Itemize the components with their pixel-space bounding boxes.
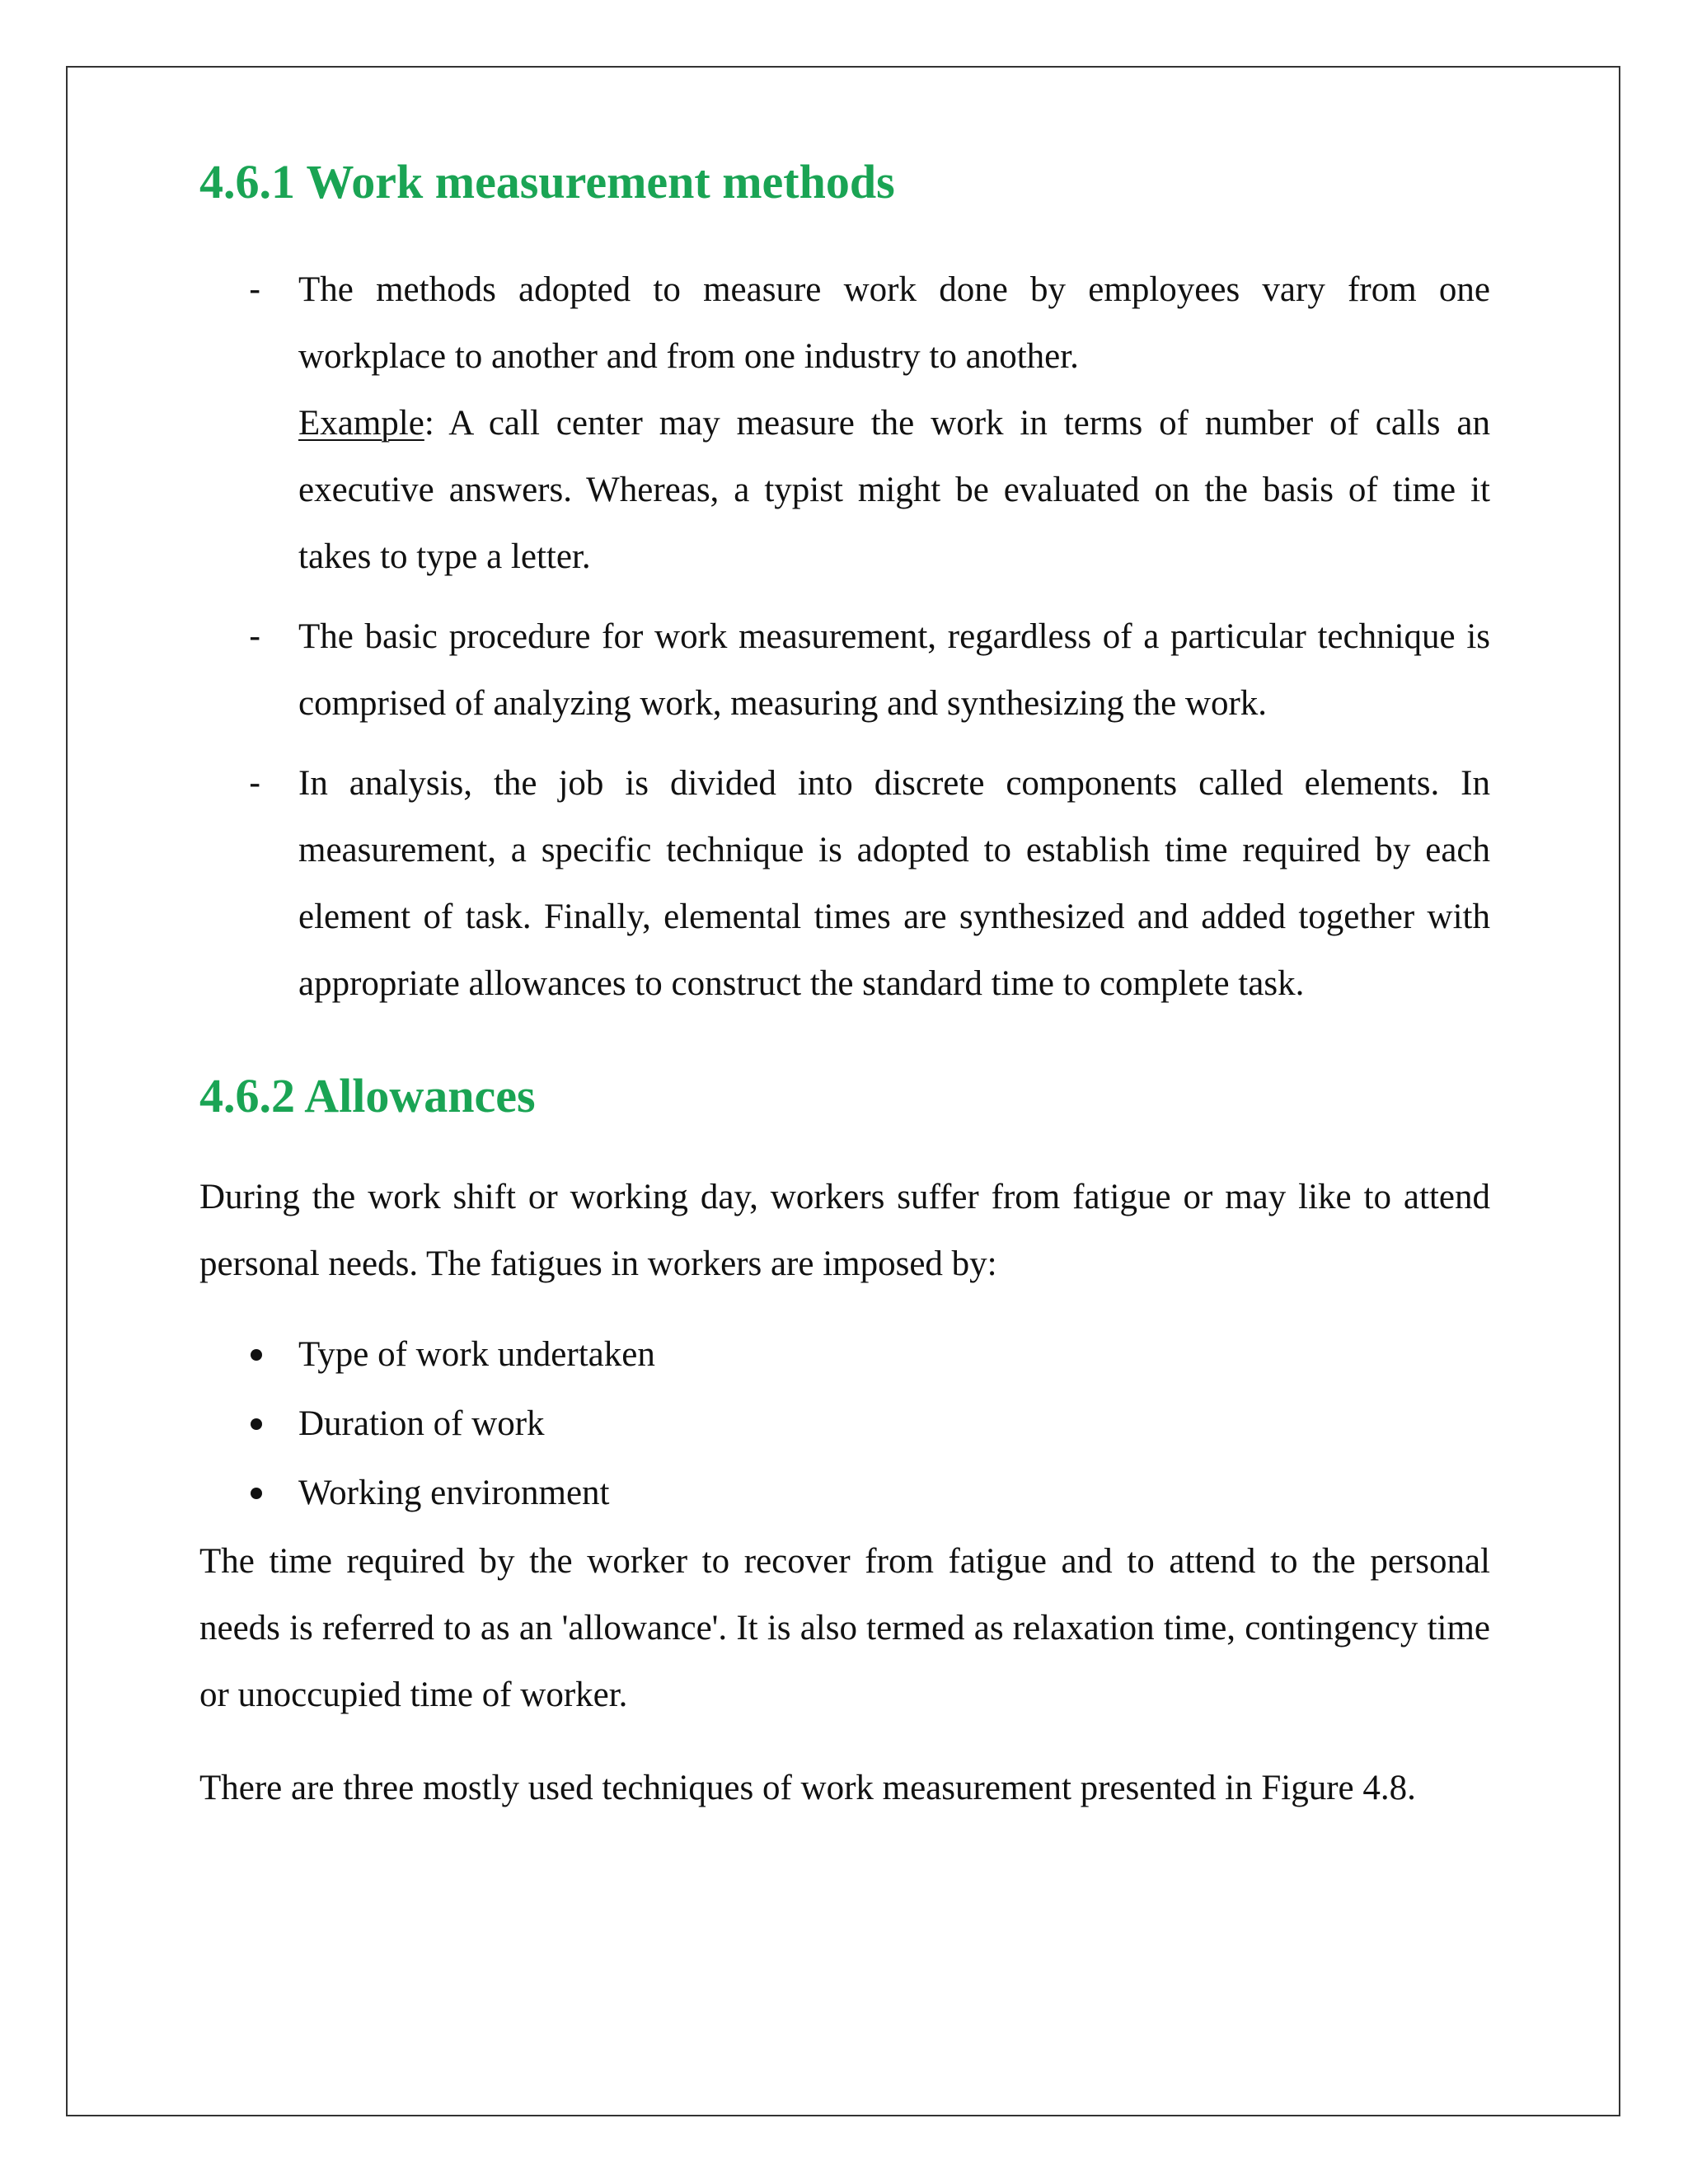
list-item-text: Working environment <box>298 1474 610 1512</box>
list-item-text: Type of work undertaken <box>298 1335 655 1374</box>
bullet-icon <box>251 1349 262 1361</box>
list-item <box>199 603 1490 737</box>
section-heading-work-measurement-methods: 4.6.1 Work measurement methods <box>199 155 895 209</box>
list-item-text: The methods adopted to measure work done by employees vary from one workplace to another and from one industry to another. <box>298 270 1490 376</box>
list-item <box>199 1459 1490 1528</box>
list-item <box>199 750 1490 1017</box>
techniques-paragraph: There are three mostly used techniques of work measurement presented in Figure 4.8. <box>199 1769 1416 1807</box>
bullet-icon <box>251 1418 262 1430</box>
dash-bullet: - <box>249 269 261 309</box>
list-item <box>199 1320 1490 1390</box>
work-measurement-list <box>199 256 1490 1017</box>
list-item-text: The basic procedure for work measurement, regardless of a particular technique is comprised of analyzing work, measuring and synthesizing the work. <box>298 617 1490 723</box>
list-item-text: Duration of work <box>298 1404 545 1443</box>
allowance-definition-paragraph: The time required by the worker to recover from fatigue and to attend to the personal needs is referred to as an 'allowance'. It is also termed as relaxation time, contingency time or unoccupied time of worker. <box>199 1542 1490 1714</box>
section-heading-allowances: 4.6.2 Allowances <box>199 1069 536 1122</box>
example-label: Example <box>298 404 424 443</box>
list-item-text: In analysis, the job is divided into discrete components called elements. In measurement, a specific technique is adopted to establish time required by each element of task. Finally, elemental times are synthesized and added together with appropriate allowances to construct the standard time to complete task. <box>298 764 1490 1003</box>
example-paragraph <box>298 390 1490 590</box>
fatigue-causes-list <box>199 1320 1490 1528</box>
dash-bullet: - <box>249 763 261 803</box>
list-item <box>199 256 1490 590</box>
list-item <box>199 1390 1490 1459</box>
bullet-icon <box>251 1488 262 1499</box>
example-text: : A call center may measure the work in terms of number of calls an executive answers. Whereas, a typist might be evaluated on the basis of time it takes to type a letter. <box>298 404 1490 576</box>
dash-bullet: - <box>249 616 261 656</box>
allowances-intro: During the work shift or working day, workers suffer from fatigue or may like to attend personal needs. The fatigues in workers are imposed by: <box>199 1178 1490 1283</box>
page-content <box>199 152 1490 1821</box>
